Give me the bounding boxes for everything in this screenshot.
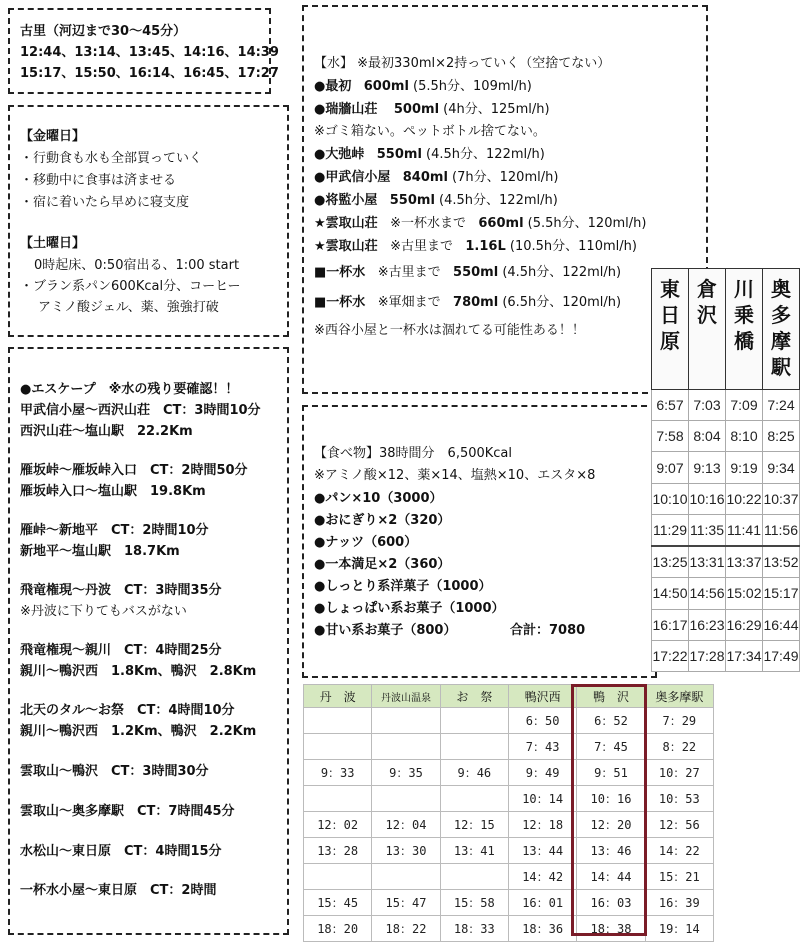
- water-place: 一杯水: [326, 295, 366, 310]
- escape-route-line: 雲取山〜奥多摩駅 CT：7時間45分: [20, 804, 235, 819]
- food-item: ●ナッツ（600）: [314, 535, 418, 550]
- train-cell: 16：39: [645, 890, 713, 916]
- bus-header-char: 乗: [734, 305, 754, 327]
- train-cell: 10：27: [645, 760, 713, 786]
- water-row: [314, 239, 637, 255]
- food-item: ●パン×10（3000）: [314, 491, 443, 506]
- bus-cell: 10:37: [763, 483, 800, 514]
- escape-route-line: 飛竜権現〜親川 CT：4時間25分: [20, 643, 222, 658]
- furusato-box: [8, 8, 279, 94]
- bus-cell: 9:13: [689, 452, 726, 483]
- bus-cell: 16:23: [689, 609, 726, 640]
- bus-cell: 9:07: [652, 452, 689, 483]
- escape-route-line: 北天のタル〜お祭 CT：4時間10分: [20, 703, 235, 718]
- water-place: 大弛峠: [325, 147, 365, 162]
- train-timetable: [303, 684, 714, 942]
- water-footer: ※西谷小屋と一杯水は涸れてる可能性ある！！: [314, 323, 585, 338]
- train-row: [304, 916, 714, 942]
- escape-route-line: 水松山〜東日原 CT：4時間15分: [20, 844, 222, 859]
- bus-header: [652, 269, 689, 390]
- bus-cell: 7:09: [726, 390, 763, 421]
- train-cell: 12：15: [440, 812, 508, 838]
- train-cell: 19：14: [645, 916, 713, 942]
- water-detail: (5.5h分、120ml/h): [527, 216, 647, 231]
- bus-cell: 15:02: [726, 578, 763, 609]
- train-cell: 6：52: [577, 708, 645, 734]
- train-header: 鴨沢西: [508, 685, 576, 708]
- train-cell: 9：51: [577, 760, 645, 786]
- water-amount: 780ml: [453, 295, 499, 310]
- train-header: 丹波山温泉: [372, 685, 440, 708]
- bus-cell: 11:29: [652, 514, 689, 546]
- train-cell: [304, 708, 372, 734]
- bus-cell: 11:35: [689, 514, 726, 546]
- water-note: ※古里まで: [390, 239, 453, 254]
- train-cell: 12：56: [645, 812, 713, 838]
- water-mark: ●: [314, 102, 326, 117]
- food-item: ●一本満足×2（360）: [314, 557, 451, 572]
- bus-cell: 7:58: [652, 421, 689, 452]
- water-note: ※古里まで: [377, 265, 441, 280]
- bus-header: [689, 269, 726, 390]
- train-cell: 12：20: [577, 812, 645, 838]
- friday-item: ・行動食も水も全部買っていく: [20, 151, 203, 166]
- furusato-title: 古里（河辺まで30〜45分）: [20, 24, 187, 39]
- train-row: [304, 734, 714, 760]
- train-cell: 8：22: [645, 734, 713, 760]
- train-cell: [372, 786, 440, 812]
- train-cell: 16：03: [577, 890, 645, 916]
- train-cell: 15：45: [304, 890, 372, 916]
- bus-cell: 16:17: [652, 609, 689, 640]
- bus-row: [652, 640, 800, 671]
- bus-header-char: 日: [660, 305, 680, 327]
- bus-header: [763, 269, 800, 390]
- water-row: [314, 295, 621, 311]
- train-cell: [372, 734, 440, 760]
- train-header: 奥多摩駅: [645, 685, 713, 708]
- bus-header-char: 倉: [697, 279, 717, 301]
- train-cell: 9：35: [372, 760, 440, 786]
- train-cell: 18：22: [372, 916, 440, 942]
- food-box: [302, 405, 657, 678]
- escape-route-line: 雁峠〜新地平 CT：2時間10分: [20, 523, 209, 538]
- train-header: お 祭: [440, 685, 508, 708]
- train-cell: 7：29: [645, 708, 713, 734]
- water-mark: ●: [314, 170, 326, 185]
- train-cell: [372, 708, 440, 734]
- water-title: 【水】 ※最初330ml×2持っていく（空捨てない）: [314, 56, 611, 71]
- bus-header-char: 川: [734, 279, 754, 301]
- escape-route-line: 甲武信小屋〜西沢山荘 CT：3時間10分: [20, 403, 261, 418]
- food-title: 【食べ物】38時間分 6,500Kcal: [314, 446, 513, 461]
- train-cell: 12：02: [304, 812, 372, 838]
- bus-header-char: 多: [771, 305, 791, 327]
- bus-cell: 9:19: [726, 452, 763, 483]
- water-detail: (4.5h分、122ml/h): [502, 265, 622, 280]
- escape-route-line: 雁坂峠〜雁坂峠入口 CT：2時間50分: [20, 463, 248, 478]
- water-detail: (10.5h分、110ml/h): [509, 239, 637, 254]
- bus-cell: 13:31: [689, 546, 726, 578]
- bus-row: [652, 609, 800, 640]
- water-amount: 550ml: [453, 265, 499, 280]
- bus-header-char: 東: [660, 279, 680, 301]
- water-mark: ●: [314, 193, 326, 208]
- water-mark: ★: [314, 239, 326, 254]
- train-cell: 10：14: [508, 786, 576, 812]
- water-mark: ●: [314, 79, 326, 94]
- escape-route-line: 一杯水小屋〜東日原 CT：2時間: [20, 883, 217, 898]
- water-row: [314, 216, 646, 232]
- bus-cell: 17:34: [726, 640, 763, 671]
- escape-title: ●エスケープ ※水の残り要確認！！: [20, 382, 239, 397]
- bus-cell: 8:25: [763, 421, 800, 452]
- train-cell: [440, 734, 508, 760]
- train-cell: 15：58: [440, 890, 508, 916]
- bus-cell: 13:25: [652, 546, 689, 578]
- bus-cell: 15:17: [763, 578, 800, 609]
- water-row: [314, 102, 550, 118]
- train-row: [304, 760, 714, 786]
- bus-header-row: [652, 269, 800, 390]
- water-note: ※軍畑まで: [377, 295, 441, 310]
- bus-cell: 13:52: [763, 546, 800, 578]
- saturday-title: 【土曜日】: [20, 236, 86, 251]
- train-row: [304, 864, 714, 890]
- bus-cell: 17:49: [763, 640, 800, 671]
- train-cell: 13：30: [372, 838, 440, 864]
- escape-route-line: 新地平〜塩山駅 18.7Km: [20, 544, 180, 559]
- water-note: ※ゴミ箱ない。ペットボトル捨てない。: [314, 124, 546, 139]
- escape-route-line: 雲取山〜鴨沢 CT：3時間30分: [20, 764, 209, 779]
- train-cell: [304, 864, 372, 890]
- bus-header-char: 摩: [771, 331, 791, 353]
- bus-cell: 10:16: [689, 483, 726, 514]
- food-item: ●しっとり系洋菓子（1000）: [314, 579, 492, 594]
- water-amount: 550ml: [389, 193, 435, 208]
- water-amount: 550ml: [376, 147, 422, 162]
- train-cell: 12：04: [372, 812, 440, 838]
- train-row: [304, 708, 714, 734]
- train-cell: 18：33: [440, 916, 508, 942]
- water-detail: (7h分、120ml/h): [452, 170, 559, 185]
- water-amount: 840ml: [402, 170, 448, 185]
- train-cell: 15：21: [645, 864, 713, 890]
- train-cell: 6：50: [508, 708, 576, 734]
- days-box: [8, 105, 289, 337]
- saturday-item: アミノ酸ジェル、薬、強強打破: [38, 300, 219, 315]
- water-mark: ■: [314, 295, 327, 310]
- escape-route-line: 飛竜権現〜丹波 CT：3時間35分: [20, 583, 222, 598]
- water-place: 雲取山荘: [325, 216, 378, 231]
- train-cell: 14：22: [645, 838, 713, 864]
- food-item: ●しょっぱい系お菓子（1000）: [314, 601, 505, 616]
- escape-route-line: 雁坂峠入口〜塩山駅 19.8Km: [20, 484, 206, 499]
- train-cell: 7：43: [508, 734, 576, 760]
- water-detail: (5.5h分、109ml/h): [413, 79, 532, 94]
- water-place: 最初: [325, 79, 352, 94]
- train-row: [304, 838, 714, 864]
- bus-cell: 16:29: [726, 609, 763, 640]
- water-row: [314, 147, 545, 163]
- water-row: [314, 79, 532, 95]
- bus-row: [652, 421, 800, 452]
- water-detail: (6.5h分、120ml/h): [502, 295, 622, 310]
- water-box: [302, 5, 708, 394]
- train-cell: 14：44: [577, 864, 645, 890]
- food-total: 合計：7080: [510, 623, 586, 638]
- train-cell: 18：36: [508, 916, 576, 942]
- bus-cell: 11:56: [763, 514, 800, 546]
- train-cell: 13：28: [304, 838, 372, 864]
- train-cell: 18：38: [577, 916, 645, 942]
- bus-cell: 8:04: [689, 421, 726, 452]
- water-row: [314, 193, 558, 209]
- bus-header: [726, 269, 763, 390]
- train-cell: 9：46: [440, 760, 508, 786]
- train-cell: [440, 708, 508, 734]
- train-row: [304, 786, 714, 812]
- train-cell: [440, 864, 508, 890]
- bus-header-char: 駅: [771, 357, 791, 379]
- bus-row: [652, 390, 800, 421]
- train-cell: 9：49: [508, 760, 576, 786]
- train-header-row: [304, 685, 714, 708]
- bus-row: [652, 483, 800, 514]
- bus-row: [652, 514, 800, 546]
- train-cell: 10：53: [645, 786, 713, 812]
- water-place: 雲取山荘: [325, 239, 378, 254]
- train-row: [304, 890, 714, 916]
- train-row: [304, 812, 714, 838]
- escape-route-note: ※丹波に下りてもバスがない: [20, 604, 187, 619]
- bus-cell: 13:37: [726, 546, 763, 578]
- water-place: 一杯水: [326, 265, 366, 280]
- bus-header-char: 奥: [771, 279, 791, 301]
- train-cell: 9：33: [304, 760, 372, 786]
- bus-row: [652, 452, 800, 483]
- friday-item: ・移動中に食事は済ませる: [20, 173, 177, 188]
- escape-route-line: 親川〜鴨沢西 1.2Km、鴨沢 2.2Km: [20, 724, 257, 739]
- train-cell: 16：01: [508, 890, 576, 916]
- train-cell: 13：44: [508, 838, 576, 864]
- train-cell: [304, 734, 372, 760]
- train-cell: [304, 786, 372, 812]
- train-cell: 13：41: [440, 838, 508, 864]
- bus-cell: 7:03: [689, 390, 726, 421]
- food-item: ●甘い系お菓子（800）: [314, 623, 457, 638]
- train-cell: 18：20: [304, 916, 372, 942]
- saturday-item: 0時起床、0:50宿出る、1:00 start: [34, 258, 240, 273]
- bus-cell: 6:57: [652, 390, 689, 421]
- train-cell: 14：42: [508, 864, 576, 890]
- bus-cell: 7:24: [763, 390, 800, 421]
- train-cell: 13：46: [577, 838, 645, 864]
- train-cell: 12：18: [508, 812, 576, 838]
- bus-row: [652, 578, 800, 609]
- bus-cell: 10:22: [726, 483, 763, 514]
- water-amount: 600ml: [363, 79, 409, 94]
- train-header: 丹 波: [304, 685, 372, 708]
- bus-cell: 17:28: [689, 640, 726, 671]
- train-cell: 10：16: [577, 786, 645, 812]
- escape-route-line: 親川〜鴨沢西 1.8Km、鴨沢 2.8Km: [20, 664, 257, 679]
- water-detail: (4.5h分、122ml/h): [426, 147, 545, 162]
- water-amount: 1.16L: [465, 239, 506, 254]
- train-cell: 15：47: [372, 890, 440, 916]
- bus-cell: 16:44: [763, 609, 800, 640]
- water-row: [314, 170, 558, 186]
- bus-cell: 14:56: [689, 578, 726, 609]
- bus-timetable: [651, 268, 800, 672]
- water-place: 将監小屋: [325, 193, 378, 208]
- train-cell: [372, 864, 440, 890]
- bus-cell: 14:50: [652, 578, 689, 609]
- saturday-item: ・ブラン系パン600Kcal分、コーヒー: [20, 279, 241, 294]
- food-item: ●おにぎり×2（320）: [314, 513, 451, 528]
- friday-title: 【金曜日】: [20, 129, 86, 144]
- bus-header-char: 橋: [734, 331, 754, 353]
- escape-route-line: 西沢山荘〜塩山駅 22.2Km: [20, 424, 193, 439]
- water-place: 瑞牆山荘: [325, 102, 378, 117]
- water-place: 甲武信小屋: [325, 170, 391, 185]
- furusato-times-1: 12:44、13:14、13:45、14:16、14:39: [20, 45, 279, 60]
- water-amount: 500ml: [393, 102, 440, 117]
- train-cell: 7：45: [577, 734, 645, 760]
- water-mark: ★: [314, 216, 326, 231]
- bus-cell: 10:10: [652, 483, 689, 514]
- water-amount: 660ml: [478, 216, 524, 231]
- train-header: 鴨 沢: [577, 685, 645, 708]
- bus-cell: 11:41: [726, 514, 763, 546]
- water-mark: ■: [314, 265, 327, 280]
- bus-cell: 17:22: [652, 640, 689, 671]
- water-mark: ●: [314, 147, 326, 162]
- food-subtitle: ※アミノ酸×12、薬×14、塩熱×10、エスタ×8: [314, 468, 596, 483]
- friday-item: ・宿に着いたら早めに寝支度: [20, 195, 190, 210]
- water-detail: (4.5h分、122ml/h): [439, 193, 558, 208]
- bus-cell: 9:34: [763, 452, 800, 483]
- bus-header-char: 沢: [697, 305, 717, 327]
- water-detail: (4h分、125ml/h): [443, 102, 550, 117]
- water-row: [314, 265, 621, 281]
- bus-row: [652, 546, 800, 578]
- bus-header-char: 原: [660, 331, 680, 353]
- furusato-times-2: 15:17、15:50、16:14、16:45、17:27: [20, 66, 279, 81]
- bus-cell: 8:10: [726, 421, 763, 452]
- escape-box: [8, 347, 289, 935]
- water-note: ※一杯水まで: [390, 216, 466, 231]
- train-cell: [440, 786, 508, 812]
